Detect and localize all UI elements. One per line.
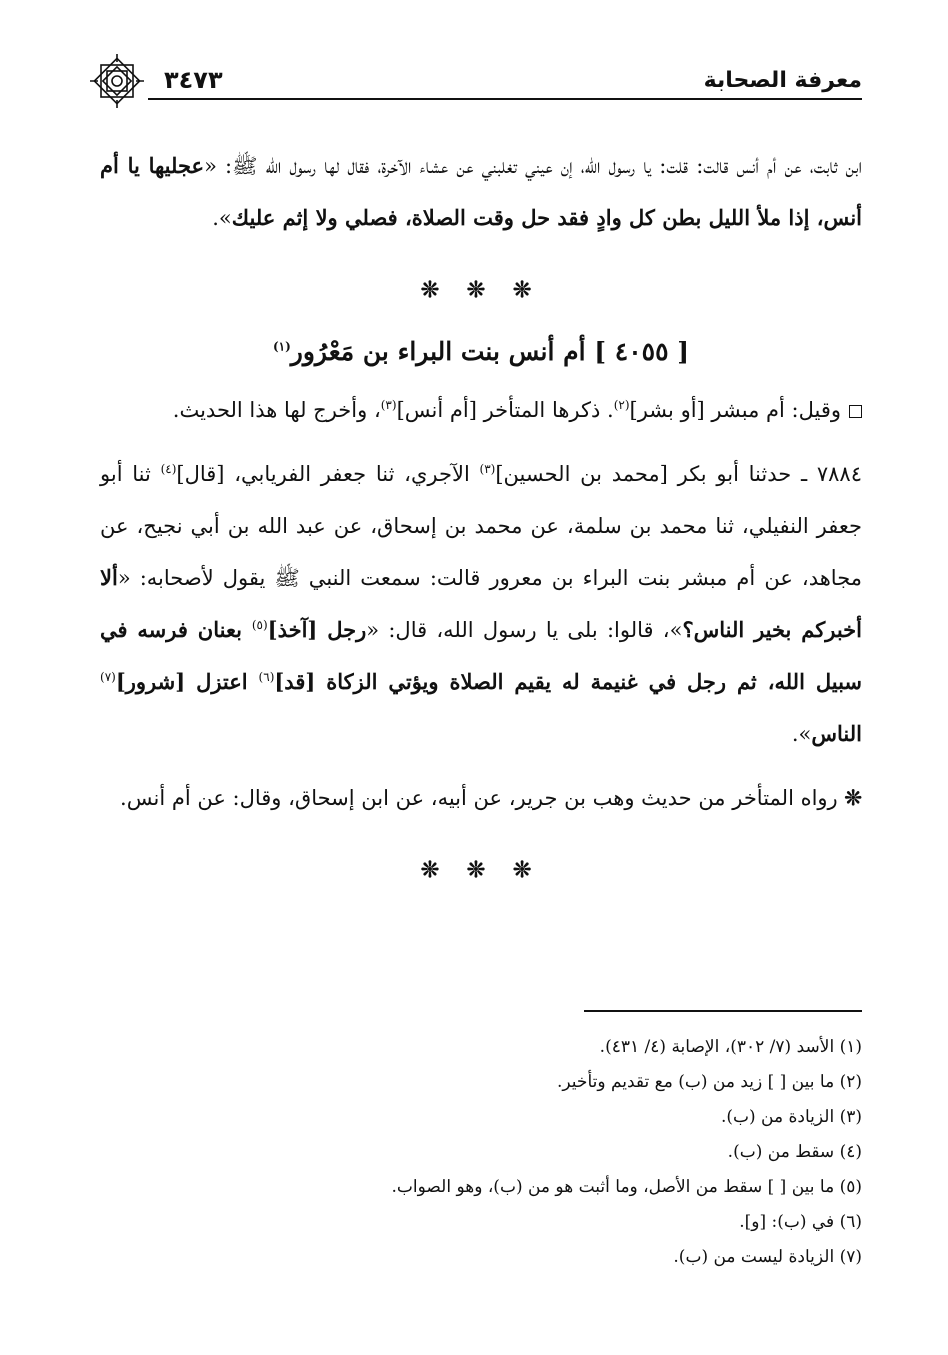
main-text (100, 140, 862, 906)
footnote-7: (٧) الزيادة ليست من (ب). (673, 1247, 862, 1267)
square-bullet-icon (849, 405, 862, 418)
footnote-3: (٣) الزيادة من (ب). (720, 1107, 862, 1127)
page-header (88, 52, 862, 112)
footnote-ref: (٣) (380, 398, 397, 412)
paragraph-1 (100, 140, 862, 244)
paragraph-3-end: ». (791, 722, 812, 746)
section-divider-2: ❊ ❊ ❊ (420, 857, 542, 883)
star-mark: ❊ (844, 785, 862, 810)
footnote-ref: (٣) (479, 462, 496, 476)
footnote-6: (٦) في (ب): [و]. (739, 1212, 862, 1232)
paragraph-1-end: ». (212, 206, 232, 230)
hadith-quote-6: الناس (811, 721, 862, 746)
paragraph-2-part-a: وقيل: أم مبشر [أو بشر] (629, 398, 841, 422)
footnote-ref: (٦) (258, 670, 275, 684)
hadith-quote-1: عجليها يا أم أنس، إذا ملأ الليل بطن كل وادٍ فقد حل وقت الصلاة، فصلي ولا إثم عليك (100, 153, 862, 230)
hadith-quote-4: بعنان فرسه في سبيل الله، ثم رجل في غنيمة له يقيم الصلاة ويؤتي الزكاة [قد] (100, 617, 862, 694)
paragraph-3-part-a: ٧٨٨٤ ـ حدثنا أبو بكر [محمد بن الحسين] (495, 462, 862, 486)
entry-title-text: [ ٤٠٥٥ ] أم أنس بنت البراء بن مَعْرُور (290, 337, 690, 366)
footnote-ref: (١) (272, 339, 291, 354)
paragraph-4 (100, 772, 862, 824)
paragraph-4-text: رواه المتأخر من حديث وهب بن جرير، عن أبيه، عن ابن إسحاق، وقال: عن أم أنس. (120, 786, 845, 810)
hadith-quote-3: رجل [آخذ] (267, 617, 367, 642)
paragraph-1-text: ابن ثابت، عن أم أنس قالت: قلت: يا رسول الله، إن عيني تغلبني عن عشاء الآخرة، فقال لها رسول الله ﷺ: « (204, 154, 862, 178)
footnote-ref: (٧) (100, 670, 116, 684)
footnote-rule (584, 1010, 862, 1012)
running-title: معرفة الصحابة (703, 68, 862, 93)
star-ornament-icon (88, 52, 146, 110)
paragraph-3 (100, 448, 862, 760)
footnote-ref: (٥) (251, 618, 268, 632)
footnote-ref: (٤) (160, 462, 177, 476)
paragraph-2 (100, 384, 862, 436)
header-rule (148, 98, 862, 100)
page-number: ٣٤٧٣ (164, 66, 223, 94)
section-divider-1: ❊ ❊ ❊ (420, 277, 542, 303)
paragraph-2-part-c: ، وأخرج لها هذا الحديث. (172, 398, 381, 422)
hadith-quote-2: ألا أخبركم بخير الناس؟ (100, 565, 862, 642)
paragraph-2-part-b: . ذكرها المتأخر [أم أنس] (396, 398, 614, 422)
footnote-5: (٥) ما بين [ ] سقط من الأصل، وما أثبت هو من (ب)، وهو الصواب. (391, 1177, 862, 1197)
footnote-2: (٢) ما بين [ ] زيد من (ب) مع تقديم وتأخير. (557, 1072, 862, 1092)
footnotes (100, 1030, 862, 1275)
paragraph-3-part-c: ثنا أبو جعفر النفيلي، ثنا محمد بن سلمة، عن محمد بن إسحاق، عن عبد الله بن أبي نجيح، عن مجاهد، عن أم مبشر بنت البراء بن معرور قالت: سمعت النبي ﷺ يقول لأصحابه: « (100, 462, 862, 590)
hadith-quote-5: اعتزل [شرور] (115, 669, 259, 694)
paragraph-3-part-b: الآجري، ثنا جعفر الفريابي، [قال] (176, 462, 480, 486)
paragraph-3-part-d: »، قالوا: بلى يا رسول الله، قال: « (366, 618, 683, 642)
entry-title (100, 326, 862, 378)
footnote-ref: (٢) (613, 398, 630, 412)
footnote-4: (٤) سقط من (ب). (727, 1142, 862, 1162)
footnote-1: (١) الأسد (٧/ ٣٠٢)، الإصابة (٤/ ٤٣١). (599, 1037, 862, 1057)
